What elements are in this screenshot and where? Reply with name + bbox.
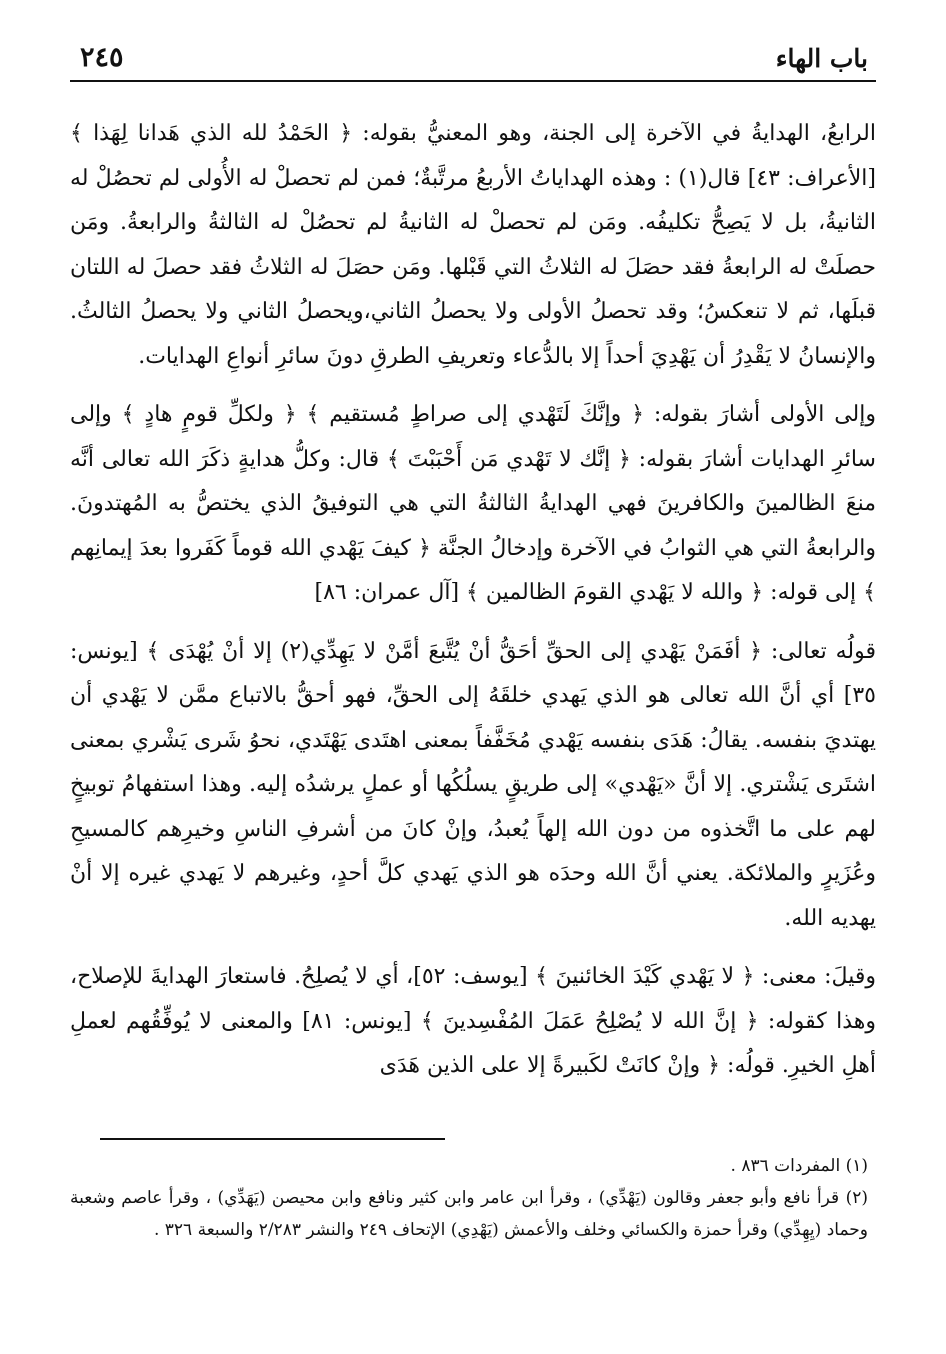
running-title: باب الهاء — [775, 44, 868, 73]
paragraph-3: قولُه تعالى: ﴿ أفَمَنْ يَهْدي إلى الحقِّ أحَقُّ أنْ يُتَّبعَ أمَّنْ لا يَهِدِّي(٢) إلا أنْ يُهْدَى ﴾ [يونس: ٣٥] أي أنَّ الله تعالى هو الذي يَهدي خلقَهُ إلى الحقِّ، فهو أحقُّ بالاتباع ممَّن لا يَهْدي أن يهتديَ بنفسه. يقالُ: هَدَى بنفسه يَهْدي مُخَفَّفاً بمعنى اهتَدى يَهْتَدي، نحوُ شَرى يَشْري بمعنى اشتَرى يَشْتري. إلا أنَّ «يَهْدي» إلى طريقٍ يسلُكُها أو عملٍ يرشدُه إليه. وهذا استفهامُ توبيخٍ لهم على ما اتَّخذوه من دون الله إلهاً يُعبدُ، وإنْ كانَ من أشرفِ الناسِ وخيرِهم كالمسيحِ وعُزَيرٍ والملائكة. يعني أنَّ الله وحدَه هو الذي يَهدي كلَّ أحدٍ، وغيرهم لا يَهدي غيره إلا أنْ يهديه الله. — [70, 638, 876, 931]
paragraph-1: الرابعُ، الهدايةُ في الآخرة إلى الجنة، وهو المعنيُّ بقوله: ﴿ الحَمْدُ لله الذي هَدانا لِهَذا ﴾ [الأعراف: ٤٣] قال(١) : وهذه الهداياتُ الأربعُ مرتَّبةٌ؛ فمن لم تحصلْ له الأُولى لم تحصُلْ له الثانيةُ، بل لا يَصِحُّ تكليفُه. ومَن لم تحصلْ له الثانيةُ لم تحصُلْ له الثالثةُ والرابعةُ. ومَن حصلَتْ له الرابعةُ فقد حصَلَ له الثلاثُ التي قَبْلها. ومَن حصَلَ له الثلاثُ فقد حصلَ له اللتان قبلَها، ثم لا تنعكسُ؛ وقد تحصلُ الأولى ولا يحصلُ الثاني،ويحصلُ الثاني ولا يحصلُ الثالثُ. والإنسانُ لا يَقْدِرُ أن يَهْدِيَ أحداً إلا بالدُّعاء وتعريفِ الطرقِ دونَ سائرِ أنواعِ الهدايات. — [70, 121, 876, 369]
main-text — [70, 112, 876, 1089]
paragraph-2: وإلى الأولى أشارَ بقوله: ﴿ وإنَّكَ لَتَهْدي إلى صراطٍ مُستقيم ﴾ ﴿ ولكلِّ قومٍ هادٍ ﴾ وإلى سائرِ الهدايات أشارَ بقوله: ﴿ إنَّك لا تَهْدي مَن أَحْبَبْتَ ﴾ قال: وكلُّ هدايةٍ ذكَرَ الله تعالى أنَّه منعَ الظالمينَ والكافرينَ فهي الهدايةُ الثالثةُ التي هي التوفيقُ الذي يختصُّ به المُهتدونَ. والرابعةُ التي هي الثوابُ في الآخرة وإدخالُ الجنَّة ﴿ كيفَ يَهْدي الله قوماً كَفَروا بعدَ إيمانِهم ﴾ إلى قوله: ﴿ والله لا يَهْدي القومَ الظالمين ﴾ [آل عمران: ٨٦] — [70, 402, 876, 605]
footnotes — [70, 1150, 868, 1246]
paragraph-4: وقيلَ: معنى: ﴿ لا يَهْدي كَيْدَ الخائنينَ ﴾ [يوسف: ٥٢]، أي لا يُصلِحُ. فاستعارَ الهدايةَ للإصلاح، وهذا كقوله: ﴿ إنَّ الله لا يُصْلِحُ عَمَلَ المُفْسِدينَ ﴾ [يونس: ٨١] والمعنى لا يُوفِّقُهم لعملِ أهلِ الخيرِ. قولُه: ﴿ وإنْ كانَتْ لكَبيرةً إلا على الذين هَدَى — [70, 964, 877, 1078]
footnote-2: (٢) قرأ نافع وأبو جعفر وقالون (يَهْدِّي) ، وقرأ ابن عامر وابن كثير ونافع وابن محيصن (يَهَدِّي) ، وقرأ عاصم وشعبة وحماد (يِهِدِّي) وقرأ حمزة والكسائي وخلف والأعمش (يَهْدِي) الإتحاف ٢٤٩ والنشر ٢/٢٨٣ والسبعة ٣٢٦ . — [70, 1188, 868, 1240]
footnote-divider — [100, 1138, 445, 1140]
footnote-1: (١) المفردات ٨٣٦ . — [730, 1156, 868, 1176]
page-header — [70, 40, 876, 82]
page-number: ٢٤٥ — [80, 42, 124, 73]
